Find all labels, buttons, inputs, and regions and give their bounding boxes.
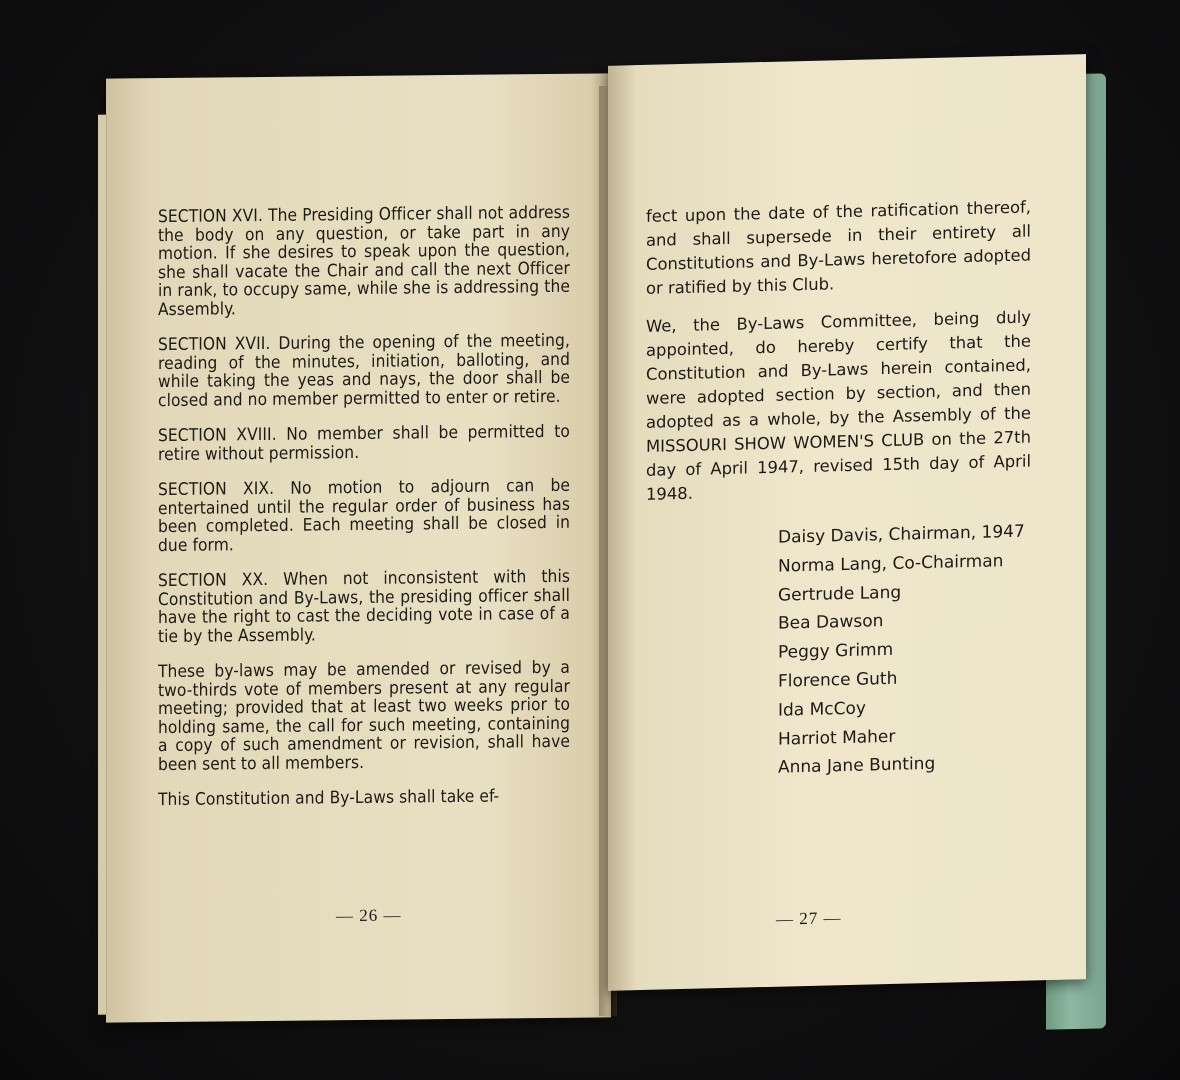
- effect-paragraph-start: This Constitution and By-Laws shall take ef-: [158, 786, 500, 811]
- effect-paragraph-end: fect upon the date of the ratification thereof, and shall supersede in their entirety all Constitutions and By-Laws heretofore adopted or ratified by this Club.: [646, 197, 1031, 298]
- signature-list: [778, 518, 1031, 783]
- amendment-paragraph: These by-laws may be amended or revised by a two-thirds vote of members present at any regular meeting; provided that at least two weeks prior to holding same, the call for such meeting, containing a copy of such amendment or revision, shall have been sent to all members.: [158, 657, 570, 775]
- signature-name: Florence Guth: [778, 668, 898, 692]
- signature-name: Norma Lang, Co-Chairman: [778, 550, 1004, 577]
- signature-name: Bea Dawson: [778, 611, 884, 635]
- signature-name: Gertrude Lang: [778, 582, 902, 606]
- open-booklet: [96, 56, 1108, 1041]
- committee-certification: We, the By-Laws Committee, being duly appointed, do hereby certify that the Constitution and By-Laws herein contained, were adopted section by section, and then adopted as a whole, by the Assembly of the MISSOURI SHOW WOMEN'S CLUB on the 27th day of April 1947, revised 15th day of April 1948.: [646, 307, 1031, 504]
- left-page: [106, 73, 611, 1022]
- section-xviii: SECTION XVIII. No member shall be permitted to retire without permission.: [158, 421, 570, 465]
- signature-name: Anna Jane Bunting: [778, 754, 936, 779]
- signature-name: Harriot Maher: [778, 726, 896, 750]
- left-page-text: [158, 204, 570, 827]
- section-xvii: SECTION XVII. During the opening of the meeting, reading of the minutes, initiation, balloting, and while taking the yeas and nays, the door shall be closed and no member permitted to enter or retire.: [158, 330, 570, 411]
- page-number-right: — 27 —: [776, 908, 842, 929]
- section-xx: SECTION XX. When not inconsistent with this Constitution and By-Laws, the presiding officer shall have the right to cast the deciding vote in case of a tie by the Assembly.: [158, 566, 570, 647]
- signature-name: Daisy Davis, Chairman, 1947: [778, 521, 1025, 548]
- page-number-left: — 26 —: [336, 905, 402, 926]
- right-page: [608, 54, 1086, 991]
- section-xix: SECTION XIX. No motion to adjourn can be entertained until the regular order of business has been completed. Each meeting shall be closed in due form.: [158, 475, 570, 556]
- signature-name: Ida McCoy: [778, 698, 866, 721]
- section-xvi: SECTION XVI. The Presiding Officer shall not address the body on any question, or take part in any motion. If she desires to speak upon the question, she shall vacate the Chair and call the next Officer in rank, to occupy same, while she is addressing the Assembly.: [158, 202, 570, 320]
- signature-name: Peggy Grimm: [778, 640, 894, 663]
- right-page-text: [646, 196, 1031, 787]
